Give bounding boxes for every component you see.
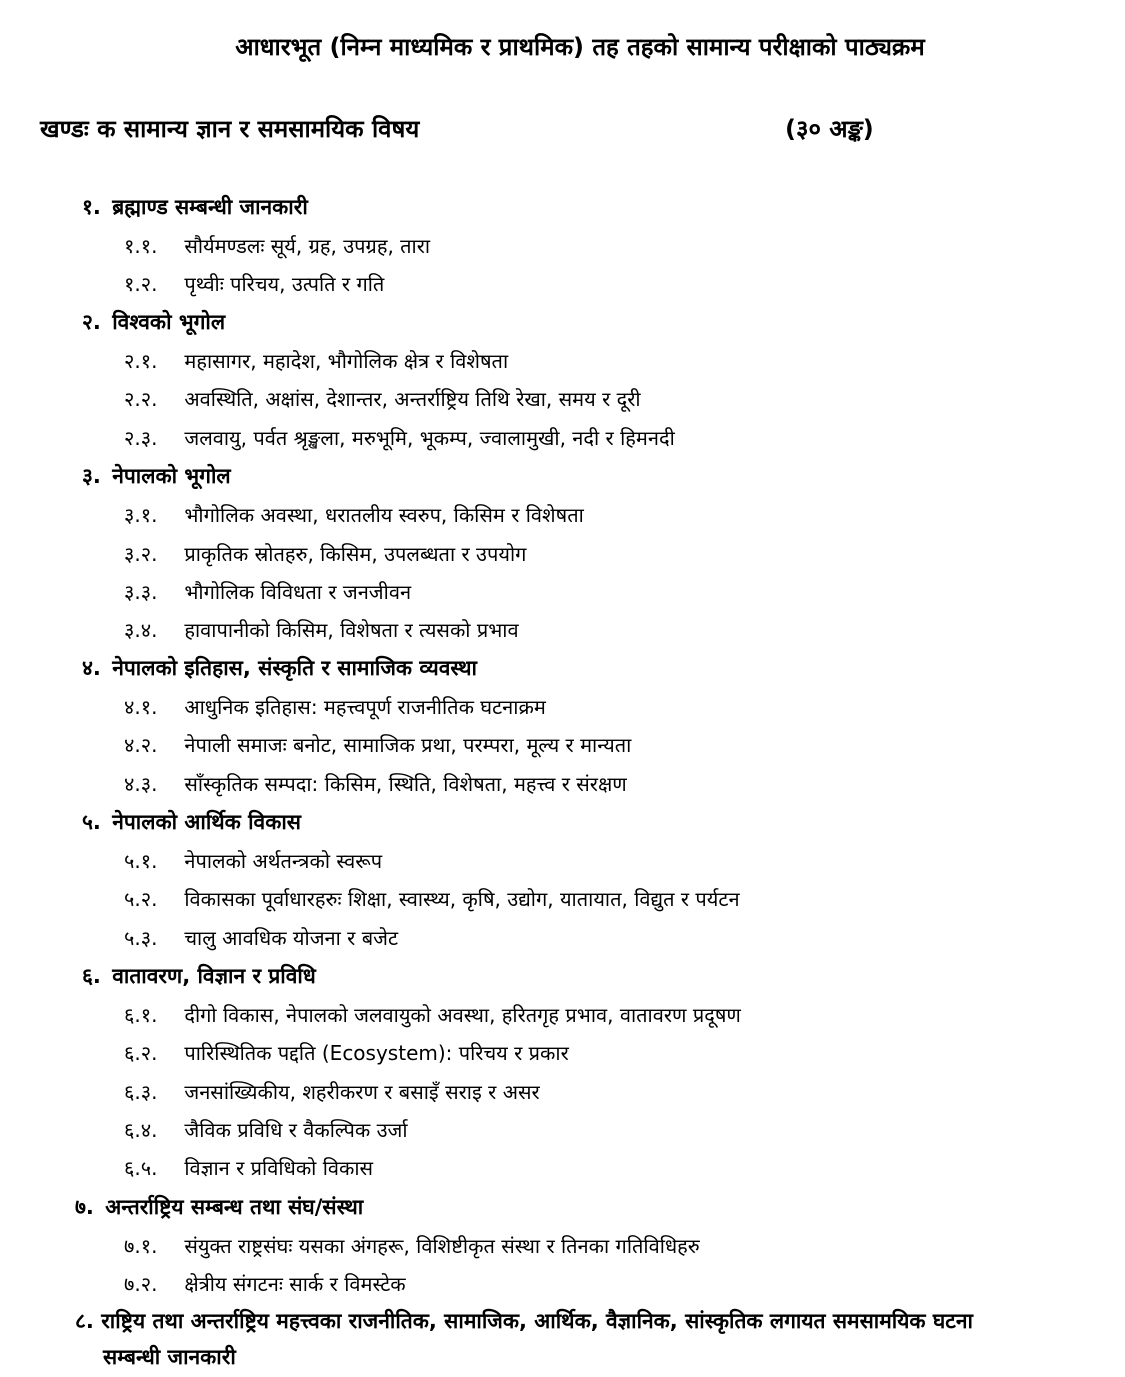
subtopic-item <box>124 924 398 951</box>
topic-label-continuation: सम्बन्धी जानकारी <box>103 1345 236 1369</box>
subtopic-number: २.१. <box>124 349 158 373</box>
subtopic-number: १.२. <box>124 272 158 296</box>
subtopic-item <box>124 540 526 567</box>
subtopic-number: ३.४. <box>124 618 158 642</box>
topic-number: २. <box>82 310 101 334</box>
subtopic-item <box>124 578 411 605</box>
subtopic-item <box>124 1270 406 1297</box>
subtopic-number: ६.१. <box>124 1003 158 1027</box>
topic-label: अन्तर्राष्ट्रिय सम्बन्ध तथा संघ/संस्था <box>105 1195 364 1219</box>
subtopic-number: ४.१. <box>124 695 158 719</box>
topic-heading <box>75 1193 363 1221</box>
topic-number: ६. <box>82 964 101 988</box>
topic-heading <box>75 1303 1120 1375</box>
subtopic-number: २.२. <box>124 387 158 411</box>
topic-label: ब्रह्माण्ड सम्बन्धी जानकारी <box>112 195 308 219</box>
topic-number: ७. <box>75 1195 94 1219</box>
subtopic-text: चालु आवधिक योजना र बजेट <box>184 926 399 950</box>
subtopic-item <box>124 1154 373 1181</box>
subtopic-text: जलवायु, पर्वत श्रृङ्खला, मरुभूमि, भूकम्प, ज्वालामुखी, नदी र हिमनदी <box>184 426 675 450</box>
subtopic-item <box>124 847 382 874</box>
topic-heading <box>82 654 477 682</box>
subtopic-text: संयुक्त राष्ट्रसंघः यसका अंगहरू, विशिष्टीकृत संस्था र तिनका गतिविधिहरु <box>184 1234 700 1258</box>
subtopic-number: ४.२. <box>124 733 158 757</box>
subtopic-item <box>124 616 519 643</box>
subtopic-text: क्षेत्रीय संगटनः सार्क र विमस्टेक <box>184 1272 406 1296</box>
subtopic-number: ६.५. <box>124 1156 158 1180</box>
topic-label: राष्ट्रिय तथा अन्तर्राष्ट्रिय महत्त्वका राजनीतिक, सामाजिक, आर्थिक, वैज्ञानिक, सांस्कृतिक लगायत समसामयिक घटना <box>101 1309 973 1333</box>
subtopic-text: नेपाली समाजः बनोट, सामाजिक प्रथा, परम्परा, मूल्य र मान्यता <box>184 733 632 757</box>
subtopic-item <box>124 424 675 451</box>
subtopic-text: महासागर, महादेश, भौगोलिक क्षेत्र र विशेषता <box>184 349 509 373</box>
subtopic-number: ६.४. <box>124 1118 158 1142</box>
subtopic-item <box>124 770 627 797</box>
section-heading <box>40 112 900 145</box>
subtopic-item <box>124 385 641 412</box>
subtopic-text: जनसांख्यिकीय, शहरीकरण र बसाइँ सराइ र असर <box>184 1080 540 1104</box>
topic-label: विश्वको भूगोल <box>112 310 226 334</box>
subtopic-text: अवस्थिति, अक्षांस, देशान्तर, अन्तर्राष्ट्रिय तिथि रेखा, समय र दूरी <box>184 387 641 411</box>
subtopic-text: जैविक प्रविधि र वैकल्पिक उर्जा <box>184 1118 408 1142</box>
subtopic-number: ७.१. <box>124 1234 158 1258</box>
subtopic-text: नेपालको अर्थतन्त्रको स्वरूप <box>184 849 383 873</box>
section-marks: (३० अङ्क) <box>785 115 874 143</box>
topic-heading <box>82 808 301 836</box>
subtopic-text: पृथ्वीः परिचय, उत्पति र गति <box>184 272 385 296</box>
subtopic-item <box>124 1039 569 1066</box>
subtopic-number: ५.१. <box>124 849 158 873</box>
subtopic-number: ३.३. <box>124 580 158 604</box>
subtopic-item <box>124 232 430 259</box>
subtopic-item <box>124 347 508 374</box>
subtopic-number: २.३. <box>124 426 158 450</box>
subtopic-text: सौर्यमण्डलः सूर्य, ग्रह, उपग्रह, तारा <box>184 234 431 258</box>
subtopic-number: ३.२. <box>124 542 158 566</box>
topic-label: नेपालको भूगोल <box>112 464 231 488</box>
topic-label: नेपालको आर्थिक विकास <box>112 810 301 834</box>
subtopic-text: विज्ञान र प्रविधिको विकास <box>184 1156 374 1180</box>
subtopic-text: दीगो विकास, नेपालको जलवायुको अवस्था, हरितगृह प्रभाव, वातावरण प्रदूषण <box>184 1003 741 1027</box>
topic-number: ३. <box>82 464 101 488</box>
subtopic-number: १.१. <box>124 234 158 258</box>
subtopic-text: हावापानीको किसिम, विशेषता र त्यसको प्रभाव <box>184 618 519 642</box>
topic-heading <box>82 462 231 490</box>
subtopic-text: आधुनिक इतिहास: महत्त्वपूर्ण राजनीतिक घटनाक्रम <box>184 695 546 719</box>
subtopic-item <box>124 1116 408 1143</box>
subtopic-text: प्राकृतिक स्रोतहरु, किसिम, उपलब्धता र उपयोग <box>184 542 527 566</box>
subtopic-item <box>124 270 384 297</box>
subtopic-number: ५.२. <box>124 887 158 911</box>
topic-label: वातावरण, विज्ञान र प्रविधि <box>112 964 316 988</box>
topic-heading <box>82 308 225 336</box>
subtopic-item <box>124 1232 700 1259</box>
subtopic-text: विकासका पूर्वाधारहरुः शिक्षा, स्वास्थ्य, कृषि, उद्योग, यातायात, विद्युत र पर्यटन <box>184 887 740 911</box>
subtopic-number: ६.२. <box>124 1041 158 1065</box>
subtopic-number: ५.३. <box>124 926 158 950</box>
topic-number: ४. <box>82 656 101 680</box>
subtopic-item <box>124 501 584 528</box>
topic-heading <box>82 962 316 990</box>
subtopic-item <box>124 1078 540 1105</box>
section-label: खण्डः क सामान्य ज्ञान र समसामयिक विषय <box>40 115 420 143</box>
topic-number: १. <box>82 195 101 219</box>
subtopic-number: ४.३. <box>124 772 158 796</box>
page-title: आधारभूत (निम्न माध्यमिक र प्राथमिक) तह तहको सामान्य परीक्षाको पाठ्यक्रम <box>235 33 925 61</box>
subtopic-item <box>124 693 546 720</box>
subtopic-item <box>124 885 740 912</box>
subtopic-item <box>124 1001 741 1028</box>
subtopic-number: ३.१. <box>124 503 158 527</box>
topic-number: ८. <box>75 1309 94 1333</box>
subtopic-text: साँस्कृतिक सम्पदा: किसिम, स्थिति, विशेषता, महत्त्व र संरक्षण <box>184 772 627 796</box>
topic-label: नेपालको इतिहास, संस्कृति र सामाजिक व्यवस्था <box>112 656 478 680</box>
subtopic-number: ६.३. <box>124 1080 158 1104</box>
subtopic-item <box>124 731 631 758</box>
subtopic-number: ७.२. <box>124 1272 158 1296</box>
subtopic-text: पारिस्थितिक पद्दति (Ecosystem): परिचय र प्रकार <box>184 1041 569 1065</box>
topic-heading <box>82 193 308 221</box>
subtopic-text: भौगोलिक विविधता र जनजीवन <box>184 580 412 604</box>
topic-number: ५. <box>82 810 101 834</box>
subtopic-text: भौगोलिक अवस्था, धरातलीय स्वरुप, किसिम र विशेषता <box>184 503 584 527</box>
